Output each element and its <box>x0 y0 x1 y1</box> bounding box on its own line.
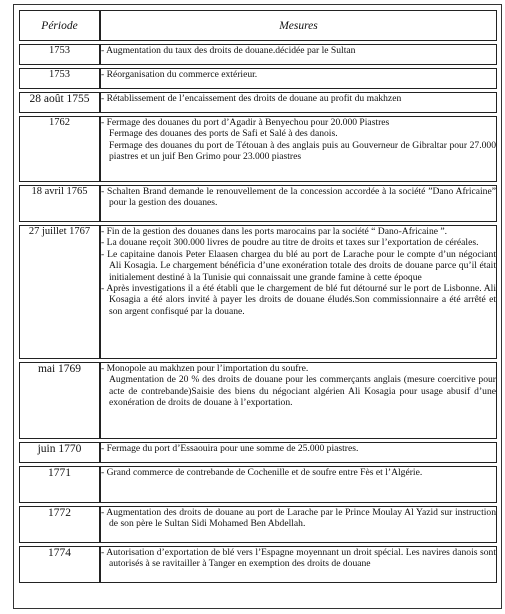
measure-item: - Fermage du port d’Essaouira pour une somme de 25.000 piastres. <box>101 443 359 454</box>
measure-item: - Après investigations il a été établi que le chargement de blé fut détourné sur le port de Lisbonne. Ali Kosagia a été alors invité à payer les droits de douane éludés.Son commissionnaire a été arrêté et son argent confisqué par la douane. <box>101 283 496 317</box>
table-row <box>19 506 497 543</box>
table-row <box>19 442 497 463</box>
period-cell: 1771 <box>19 466 100 503</box>
period-cell: 1774 <box>19 546 100 583</box>
measures-cell <box>100 442 497 463</box>
measures-cell <box>100 116 497 182</box>
measures-cell <box>100 362 497 439</box>
table-row <box>19 116 497 182</box>
period-cell: 27 juillet 1767 <box>19 225 100 359</box>
measure-item: - Monopole au makhzen pour l’importation du soufre. <box>101 363 309 374</box>
period-cell: 1753 <box>19 44 100 65</box>
measure-item: - Fermage des douanes du port d’Agadir à Benyechou pour 20.000 Piastres <box>101 117 390 128</box>
table-row <box>19 225 497 359</box>
table-row <box>19 362 497 439</box>
measure-item: - Grand commerce de contrebande de Cochenille et de soufre entre Fès et l’Algérie. <box>101 467 423 478</box>
measure-continuation: Fermage des douanes du port de Tétouan à des anglais puis au Gouverneur de Gibraltar pour 27.000 piastres et un juif Ben Grimo pour 23.000 piastres <box>109 139 496 163</box>
measure-item: - Autorisation d’exportation de blé vers l’Espagne moyennant un droit spécial. Les navires danois sont autorisés à se ravitailler à Tanger en exemption des droits de douane <box>101 547 496 570</box>
table-row <box>19 68 497 89</box>
measures-table <box>19 7 497 586</box>
measures-cell <box>100 44 497 65</box>
measures-cell <box>100 466 497 503</box>
table-row <box>19 466 497 503</box>
measures-cell <box>100 546 497 583</box>
measure-continuation: Augmentation de 20 % des droits de douane pour les commerçants anglais (mesure coercitive pour acte de contrebande)Saisie des biens du négociant algérien Ali Kosagia pour usage abusif d’une exonération de droits de douane à l’exportation. <box>109 374 496 409</box>
table-row <box>19 92 497 113</box>
period-cell: 28 août 1755 <box>19 92 100 113</box>
measure-item: - Augmentation des droits de douane au port de Larache par le Prince Moulay Al Yazid sur instruction de son père le Sultan Sidi Mohamed Ben Abdellah. <box>101 507 496 530</box>
period-cell: 1772 <box>19 506 100 543</box>
measure-item: - Le capitaine danois Peter Elaasen chargea du blé au port de Larache pour le compte d’un négociant Ali Kosagia. Le chargement bénéficia d’une exonération totale des droits de douane parce qu’il était initialement destiné à la Tunisie qui connaissait une grande famine à cette époque <box>101 248 496 283</box>
measure-item: - Rétablissement de l’encaissement des droits de douane au profit du makhzen <box>101 93 402 104</box>
table-row <box>19 546 497 583</box>
measure-item: - La douane reçoit 300.000 livres de poudre au titre de droits et taxes sur l’exportation de céréales. <box>101 237 479 249</box>
table-row <box>19 185 497 222</box>
measures-cell <box>100 225 497 359</box>
measures-cell <box>100 68 497 89</box>
period-cell: juin 1770 <box>19 442 100 463</box>
measures-cell <box>100 185 497 222</box>
header-measures: Mesures <box>100 10 497 41</box>
measures-cell <box>100 506 497 543</box>
period-cell: mai 1769 <box>19 362 100 439</box>
measure-continuation: Fermage des douanes des ports de Safi et Salé à des danois. <box>109 128 338 140</box>
header-row <box>19 10 497 41</box>
measure-item: - Réorganisation du commerce extérieur. <box>101 69 258 80</box>
measures-cell <box>100 92 497 113</box>
period-cell: 18 avril 1765 <box>19 185 100 222</box>
measure-item: - Augmentation du taux des droits de douane.décidée par le Sultan <box>101 45 356 56</box>
period-cell: 1753 <box>19 68 100 89</box>
measure-item: - Fin de la gestion des douanes dans les ports marocains par la société “ Dano-Africaine ”. <box>101 226 448 237</box>
measure-item: - Schalten Brand demande le renouvellement de la concession accordée à la société ”Dano Africaine” pour la gestion des douanes. <box>101 186 496 209</box>
table-row <box>19 44 497 65</box>
header-period: Période <box>19 10 100 41</box>
period-cell: 1762 <box>19 116 100 182</box>
